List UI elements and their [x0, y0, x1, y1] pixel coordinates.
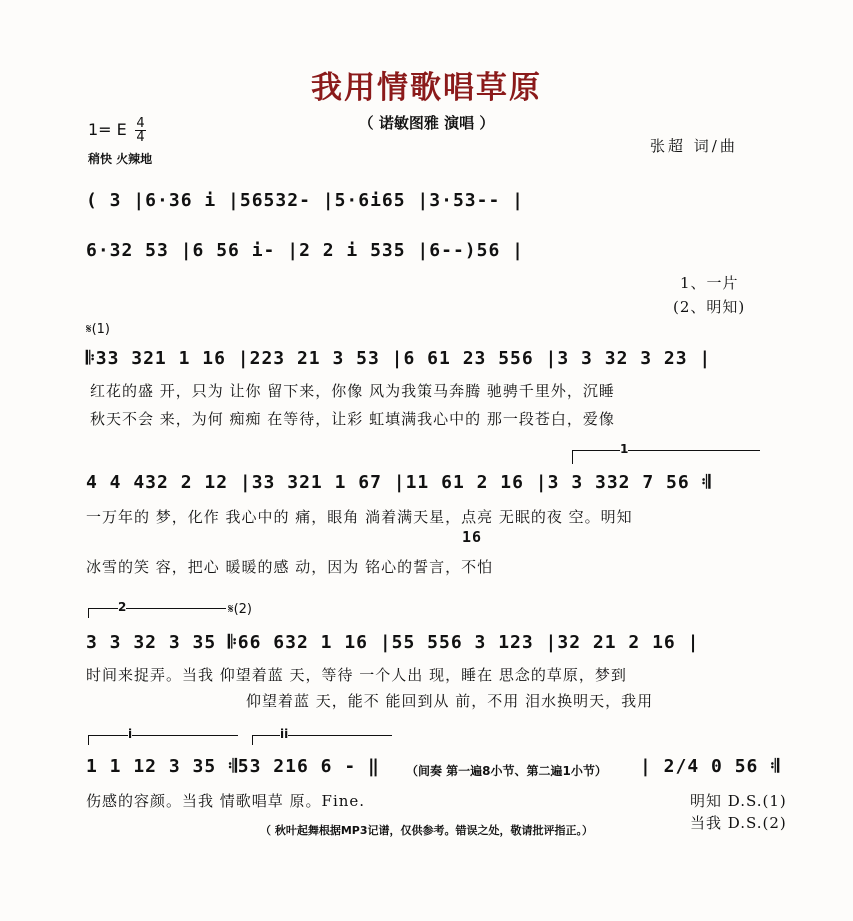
- tempo-marking: 稍快 火辣地: [88, 152, 153, 166]
- ending-i-bracket-left: [88, 735, 89, 745]
- lyrics-line-4a: 一万年的 梦，化作 我心中的 痛，眼角 淌着满天星，点亮 无眠的夜 空。明知: [86, 508, 633, 526]
- lyrics-line-6: 伤感的容颜。当我 情歌唱草 原。Fine.: [86, 792, 366, 810]
- score-line-5: 3 3 32 3 35 𝄆66 632 1 16 |55 556 3 123 |32 21 2 16 |: [86, 632, 700, 653]
- key-signature: 1= E: [88, 120, 127, 139]
- score-line-6: 1 1 12 3 35 𝄇53 216 6 - ‖: [86, 756, 380, 777]
- interlude-note: （间奏 第一遍8小节、第二遍1小节）: [406, 764, 607, 778]
- alternate-notes: 16: [462, 528, 483, 546]
- score-line-2: 6·32 53 |6 56 i- |2 2 i 535 |6--)56 |: [86, 240, 524, 261]
- page-title: 我用情歌唱草原: [311, 70, 542, 106]
- ending-ii-bracket-left: [252, 735, 253, 745]
- ending-i-label: i: [128, 727, 133, 741]
- ds-instruction-1: 明知 D.S.(1): [690, 792, 787, 810]
- first-ending-number: 1: [620, 442, 629, 456]
- lyrics-line-4b: 冰雪的笑 容，把心 暖暖的感 动，因为 铭心的誓言，不怕: [86, 558, 494, 576]
- time-signature-bottom: 4: [136, 130, 145, 145]
- time-signature-top: 4: [136, 116, 145, 131]
- score-line-1: ( 3 |6·36 i |56532- |5·6i65 |3·53-- |: [86, 190, 524, 211]
- score-line-4: 4 4 432 2 12 |33 321 1 67 |11 61 2 16 |3 3 332 7 56 𝄇: [86, 472, 712, 493]
- lyrics-line-3b: 秋天不会 来，为何 痴痴 在等待，让彩 虹填满我心中的 那一段苍白，爱像: [90, 410, 615, 428]
- verse-start-2: (2、明知): [673, 298, 746, 316]
- second-ending-number: 2: [118, 600, 127, 614]
- first-ending-bracket-left: [572, 450, 573, 464]
- composer-credit: 张超 词/曲: [650, 137, 738, 155]
- time-signature: [135, 117, 146, 144]
- score-line-3: 𝄆33 321 1 16 |223 21 3 53 |6 61 23 556 |3 3 32 3 23 |: [86, 348, 712, 369]
- first-ending-bracket: [572, 450, 760, 451]
- second-ending-bracket: [88, 608, 226, 609]
- ds-instruction-2: 当我 D.S.(2): [690, 814, 787, 832]
- second-ending-bracket-left: [88, 608, 89, 618]
- ending-ii-label: ii: [280, 727, 289, 741]
- lyrics-line-5a: 时间来捉弄。当我 仰望着蓝 天，等待 一个人出 现，睡在 思念的草原，梦到: [86, 666, 627, 684]
- performer-subtitle: （ 诺敏图雅 演唱 ）: [358, 114, 495, 132]
- score-line-6-tail: | 2/4 0 56 𝄇: [640, 756, 780, 777]
- lyrics-line-3a: 红花的盛 开，只为 让你 留下来，你像 风为我策马奔腾 驰骋千里外，沉睡: [90, 382, 615, 400]
- lyrics-line-5b: 仰望着蓝 天，能不 能回到从 前，不用 泪水换明天，我用: [246, 692, 654, 710]
- ending-ii-bracket: [252, 735, 392, 736]
- verse-start-1: 1、一片: [680, 274, 739, 292]
- ending-i-bracket: [88, 735, 238, 736]
- segno-2: 𝄋(2): [228, 602, 253, 617]
- transcription-note: （ 秋叶起舞根据MP3记谱，仅供参考。错误之处，敬请批评指正。）: [260, 824, 593, 837]
- segno-1: 𝄋(1): [86, 322, 111, 337]
